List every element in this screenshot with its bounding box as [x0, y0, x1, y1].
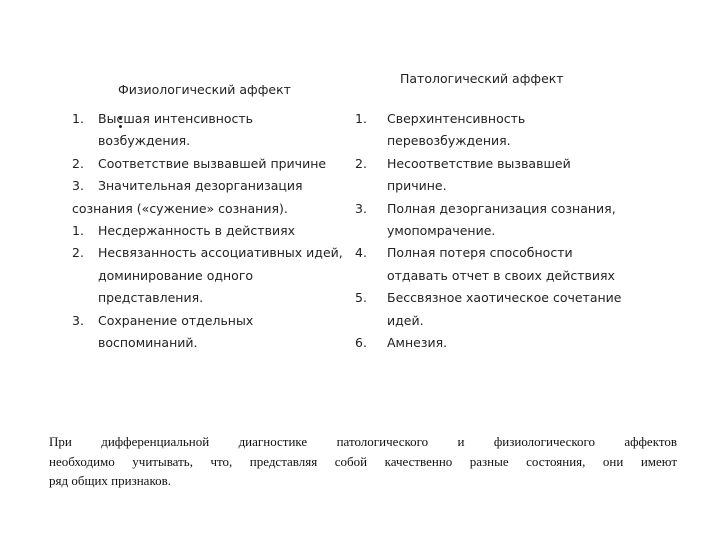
list-item [72, 198, 354, 220]
item-text: Сверхинтенсивность [387, 111, 526, 126]
list-item [355, 130, 645, 152]
item-text: возбуждения. [98, 133, 191, 149]
item-number: 2. [72, 155, 84, 171]
list-item [355, 287, 645, 309]
physiological-affect-heading: Физиологический аффект [118, 82, 291, 97]
paragraph-line: При дифференциальной диагностике патологического и физиологического аффектов [49, 434, 677, 449]
item-text: доминирование одного [98, 267, 254, 283]
list-item [72, 175, 354, 197]
item-text: представления. [98, 290, 204, 306]
list-item [355, 108, 645, 130]
list-item [72, 332, 354, 354]
item-number: 3. [355, 200, 367, 216]
list-item [72, 130, 354, 152]
item-number: 1. [72, 222, 84, 238]
item-text: Полная потеря способности [387, 245, 573, 261]
item-number: 2. [355, 155, 367, 171]
list-item [355, 332, 645, 354]
list-item [72, 108, 354, 130]
paragraph-line: необходимо учитывать, что, представляя собой качественно разные состояния, они имеют [49, 453, 677, 469]
item-text: Высшая интенсивность [98, 111, 254, 126]
list-item [355, 153, 645, 175]
physiological-affect-list [72, 108, 354, 354]
item-text: Несдержанность в действиях [98, 222, 295, 238]
item-text: причине. [387, 178, 447, 194]
list-item [355, 175, 645, 197]
item-text: Сохранение отдельных [98, 312, 254, 328]
list-item [355, 242, 645, 264]
item-number: 5. [355, 290, 367, 306]
item-number: 1. [72, 111, 84, 126]
item-text: воспоминаний. [98, 334, 198, 350]
item-text: Соответствие вызвавшей причине [98, 155, 327, 171]
paragraph-line: ряд общих признаков. [49, 473, 171, 488]
pathological-affect-list [355, 108, 645, 354]
list-item [72, 265, 354, 287]
diagnosis-paragraph [49, 432, 677, 491]
item-text: Значительная дезорганизация [98, 178, 303, 194]
item-text: Амнезия. [387, 334, 448, 350]
list-item [72, 220, 354, 242]
item-number: 3. [72, 178, 84, 194]
list-item [72, 242, 354, 264]
item-text: Бессвязное хаотическое сочетание [387, 290, 622, 306]
list-item [355, 310, 645, 332]
list-item [355, 220, 645, 242]
list-item [355, 198, 645, 220]
list-item [72, 310, 354, 332]
item-number: 3. [72, 312, 84, 328]
item-text: Полная дезорганизация сознания, [387, 200, 616, 216]
item-number: 4. [355, 245, 367, 261]
list-item [355, 265, 645, 287]
list-item [72, 153, 354, 175]
list-item [72, 287, 354, 309]
item-text: сознания («сужение» сознания). [72, 200, 288, 216]
item-number: 1. [355, 111, 367, 126]
item-number: 6. [355, 334, 367, 350]
item-number: 2. [72, 245, 84, 261]
item-text: отдавать отчет в своих действиях [387, 267, 615, 283]
item-text: умопомрачение. [387, 222, 496, 238]
item-text: идей. [387, 312, 424, 328]
item-text: Несоответствие вызвавшей [387, 155, 571, 171]
item-text: Несвязанность ассоциативных идей, [98, 245, 343, 261]
pathological-affect-heading: Патологический аффект [400, 71, 564, 86]
item-text: перевозбуждения. [387, 133, 511, 149]
